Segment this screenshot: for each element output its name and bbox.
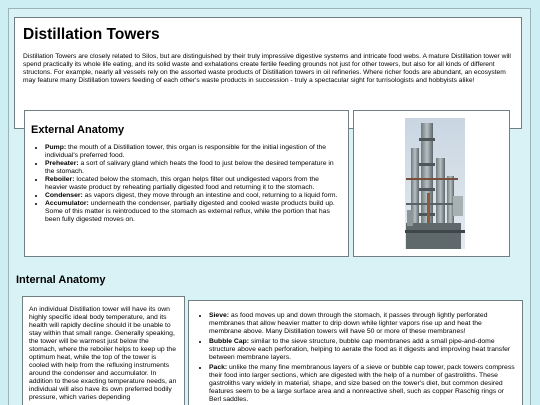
term: Sieve: xyxy=(209,312,230,319)
term: Condenser: xyxy=(45,192,83,199)
definition: unlike the many fine membranous layers of a sieve or bubble cap tower, pack towers compress their food into larger sections, which are digested with the help of a number of gastroliths. These gastroliths vary widely in material, shape, and size based on the tower's diet, but common desired features seem to be a large surface area and a nonreactive shell, such as copper Raschig rings or Berl saddles. xyxy=(209,364,515,403)
list-item xyxy=(45,192,342,200)
internal-anatomy-types xyxy=(188,300,523,405)
internal-anatomy-description xyxy=(22,296,185,405)
term: Preheater: xyxy=(45,160,79,167)
page-title: Distillation Towers xyxy=(23,26,160,43)
internal-anatomy-heading: Internal Anatomy xyxy=(16,274,106,286)
definition: located below the stomach, this organ helps filter out undigested vapors from the heavier waste product by reheating partially digested food and returning it to the stomach. xyxy=(45,176,319,191)
internal-paragraph: An individual Distillation tower will have its own highly specific ideal body temperature, and its health will rapidly decline should it be unable to stay within that small range. Generally speaking, the tower will be warmest just below the stomach, where the reboiler helps to keep up the optimum heat, while the top of the tower is cooled with help from the refluxing instruments around the condenser and accumulator. In addition to these exacting temperature needs, an individual will also have its own preferred bodily pressure, which varies depending xyxy=(29,306,177,401)
tower-photo-panel xyxy=(353,110,510,257)
distillation-tower-photo xyxy=(361,118,502,249)
list-item xyxy=(45,176,342,192)
definition: the mouth of a Distillation tower, this organ is responsible for the initial ingestion of the individual's preferred food. xyxy=(45,144,327,159)
list-item xyxy=(45,160,342,176)
external-anatomy-list xyxy=(31,144,342,224)
list-item xyxy=(45,144,342,160)
definition: similar to the sieve structure, bubble cap membranes add a small pipe-and-dome structure above each perforation, helping to aerate the food as it digests and improving heat transfer between membrane layers. xyxy=(209,338,511,361)
term: Pump: xyxy=(45,144,67,151)
intro-paragraph: Distillation Towers are closely related to Silos, but are distinguished by their truly impressive digestive systems and intricate food webs. A mature Distillation tower will spend practically its whole life eating, and its solid waste and exhalations create fertile feeding grounds not just for other towers, but also for all kinds of different structons. For example, nearly all vessels rely on the assorted waste products of Distillation towers in oil refineries. Where richer foods are abundant, an ecosystem may feature many Distillation towers feeding of each other's waste products in succession - truly a spectacular sight for turrisologists and hobbyists alike! xyxy=(23,53,511,85)
external-anatomy-section xyxy=(24,110,349,257)
term: Reboiler: xyxy=(45,176,75,183)
external-anatomy-heading: External Anatomy xyxy=(31,124,125,136)
list-item xyxy=(209,338,516,362)
definition: underneath the condenser, partially digested and cooled waste products build up. Some of this matter is reintroduced to the stomach as external reflux, while the portion that has been fully digested moves on. xyxy=(45,200,335,223)
list-item xyxy=(45,200,342,224)
internal-anatomy-list xyxy=(195,312,516,404)
term: Bubble Cap: xyxy=(209,338,250,345)
list-item xyxy=(209,312,516,336)
term: Accumulator: xyxy=(45,200,89,207)
list-item xyxy=(209,364,516,404)
definition: a sort of salivary gland which heats the food to just below the desired temperature in the stomach. xyxy=(45,160,334,175)
definition: as vapors digest, they move through an intestine and cool, returning to a liquid form. xyxy=(82,192,338,199)
definition: as food moves up and down through the stomach, it passes through lightly perforated membranes that allow heavier matter to drip down while lighter vapors rise up and heat the membrane above. Many Distillation towers will have 50 or more of these membranes! xyxy=(209,312,488,335)
term: Pack: xyxy=(209,364,228,371)
